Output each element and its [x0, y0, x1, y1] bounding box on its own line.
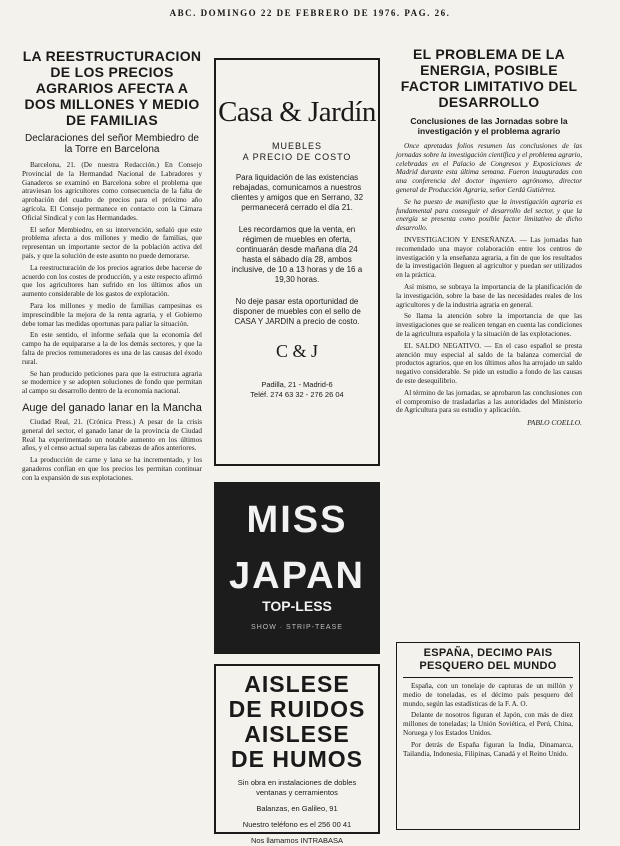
article-headline: LA REESTRUCTURACION DE LOS PRECIOS AGRARIOS AFECTA A DOS MILLONES Y MEDIO DE FAMILIAS [22, 48, 202, 128]
ad-text: Para liquidación de las existencias rebajadas, comunicamos a nuestros clientes y amigos que en Serrano, 32 permanecerá cerrado el día 21. [230, 173, 364, 212]
ad-company: Nos llamamos INTRABASA [250, 836, 344, 845]
ads-column [214, 58, 384, 845]
ad-line: DE RUIDOS [228, 696, 366, 722]
topless-show-ad [214, 482, 380, 654]
page-header: ABC. DOMINGO 22 DE FEBRERO DE 1976. PAG. 26. [169, 8, 451, 18]
paragraph: Se han producido peticiones para que la estructura agraria se modernice y se adopten soluciones de fondo que permitan al campo su desarrollo dentro de la economía nacional. [22, 369, 202, 396]
paragraph: Así mismo, se subraya la importancia de la planificación de la investigación, sobre la base de las necesidades reales de los agricultores y de la industria agraria en general. [396, 282, 582, 309]
ad-phone: Nuestro teléfono es el 256 00 41 [242, 820, 352, 829]
article-column-right [396, 46, 582, 831]
ad-big-line: JAPAN [229, 555, 365, 597]
paragraph: Ciudad Real, 21. (Crónica Press.) A pesar de la crisis general del sector, el ganado lanar de la provincia de Ciudad Real ha experimentado un notable aumento en los últimos años, y el censo actual supera las cabezas de años anteriores. [22, 417, 202, 453]
paragraph: Por detrás de España figuran la India, Dinamarca, Tailandia, Indonesia, Filipinas, Canadá y el Reino Unido. [403, 740, 573, 758]
ad-line: AISLESE [244, 671, 350, 697]
insulation-ad [214, 664, 380, 845]
article-headline: EL PROBLEMA DE LA ENERGIA, POSIBLE FACTOR LIMITATIVO DEL DESARROLLO [400, 46, 578, 110]
divider [403, 677, 573, 678]
article-intro [396, 142, 582, 233]
ad-address [216, 380, 378, 400]
article-column-left [22, 48, 202, 833]
paragraph: En este sentido, el informe señala que la economía del campo ha de equipararse a la de los demás sectores, y que la falta de precios remuneradores es una de las causas del éxodo rural. [22, 331, 202, 366]
box-headline: ESPAÑA, DECIMO PAIS PESQUERO DEL MUNDO [419, 647, 557, 672]
fishing-news-box [396, 642, 580, 830]
paragraph: Delante de nosotros figuran el Japón, con más de diez millones de toneladas; la Unión Soviética, el Perú, China, Noruega y los Estados Unidos. [403, 711, 573, 737]
paragraph: El señor Membiedro, en su intervención, señaló que este problema afecta a dos millones y medio de familias, que representan un importante sector de la población activa del país, y que la solución de este asunto no puede demorarse. [22, 225, 202, 260]
paragraph: España, con un tonelaje de capturas de un millón y medio de toneladas, es el décimo país pesquero del mundo, según las estadísticas de la F. A. O. [403, 682, 573, 708]
ad-line: AISLESE [244, 721, 350, 747]
ad-tagline-2: A PRECIO DE COSTO [242, 152, 352, 162]
paragraph: Para los millones y medio de familias campesinas es imprescindible la mejora de la renta agraria, y el Gobierno debe tomar las medidas oportunas para paliar la situación. [22, 301, 202, 328]
box-body [403, 682, 573, 758]
article-body [22, 161, 202, 396]
section-title: Auge del ganado lanar en la Mancha [22, 401, 202, 414]
paragraph: EL SALDO NEGATIVO. — En el caso español se presta atención muy especial al saldo de la balanza comercial de productos agrarios, que en los últimos años ha arrojado un saldo negativo considerable. Se pide un estudio a fondo de las causas de este desequilibrio. [396, 341, 582, 385]
section-body [22, 418, 202, 483]
article-subhead: Declaraciones del señor Membiedro de la Torre en Barcelona [25, 133, 199, 155]
paragraph: La producción de carne y lana se ha incrementado, y los ganaderos confían en que los precios les permitan continuar con la expansión de sus explotaciones. [22, 456, 202, 482]
ad-text: Les recordamos que la venta, en régimen de muebles en oferta, continuarán desde mañana día 24 hasta el sábado día 28, ambos inclusive, de 10 a 13 horas y de 16 a 19,30 horas. [231, 225, 363, 284]
paragraph: Se llama la atención sobre la importancia de que las investigaciones que se realicen tengan en cuenta las condiciones de la agricultura española y la situación de las explotaciones. [396, 312, 582, 338]
ad-topless-label: TOP-LESS [262, 598, 332, 614]
ad-text: Balanzas, en Galileo, 91 [256, 804, 338, 813]
casa-jardin-ad [214, 58, 380, 466]
ad-text: No deje pasar esta oportunidad de disponer de muebles con el sello de CASA Y JARDIN a precio de costo. [233, 297, 361, 326]
ad-tagline [216, 141, 378, 163]
ad-phone-line: Teléf. 274 63 32 - 276 26 04 [250, 390, 344, 399]
article-deck: Conclusiones de las Jornadas sobre la investigación y el problema agrario [410, 116, 568, 136]
paragraph: INVESTIGACION Y ENSEÑANZA. — Las jornadas han recomendado una mayor colaboración entre los centros de investigación y la enseñanza agraria, a fin de que los resultados de la investigación lleguen al agricultor y puedan ser utilizados en la práctica. [396, 235, 582, 280]
ad-address-line: Padilla, 21 - Madrid-6 [261, 380, 333, 389]
ad-text: Sin obra en instalaciones de dobles ventanas y cerramientos [237, 778, 357, 797]
ad-brand: Casa & Jardín [218, 96, 376, 128]
paragraph: La reestructuración de los precios agrarios debe hacerse de acuerdo con los costes de producción, y a este respecto afirmó que los agricultores han sufrido en los últimos años un aumento considerable de los gastos de explotación. [22, 263, 202, 299]
article-body [396, 236, 582, 415]
ad-monogram: C & J [275, 341, 318, 361]
paragraph: Se ha puesto de manifiesto que la investigación agraria es fundamental para conseguir el desarrollo del sector, y que la energía se presenta como posible factor limitativo de dicho desarrollo. [396, 197, 582, 233]
article-byline: PABLO COELLO. [527, 418, 582, 428]
paragraph: Once apretadas folios resumen las conclusiones de las jornadas sobre la investigación científica y el problema agrario, celebradas en el Palacio de Congresos y Exposiciones de Madrid durante esta última semana. Fueron inauguradas con una conferencia del doctor ingeniero agrónomo, director general de Producción Agraria, señor Cerdá Gutiérrez. [396, 142, 582, 194]
ad-tagline-1: MUEBLES [271, 141, 322, 151]
ad-big-line: MISS [246, 499, 348, 541]
ad-small-line: SHOW · STRIP-TEASE [251, 624, 343, 631]
paragraph: Barcelona, 21. (De nuestra Redacción.) En Consejo Provincial de la Hermandad Nacional de Labradores y Ganaderos se examinó en Barcelona sobre el problema que atraviesan los agricultores como consecuencia de la falta de aprobación del cuadro de precios para el próximo año agrícola. El Consejo permanece en contacto con la Cámara Oficial Sindical y con las Hermandades. [22, 161, 202, 222]
ad-line: DE HUMOS [231, 746, 363, 772]
paragraph: Al término de las jornadas, se aprobaron las conclusiones con el compromiso de trasladarlas a las autoridades del Ministerio de Agricultura para su estudio y aplicación. [396, 388, 582, 415]
